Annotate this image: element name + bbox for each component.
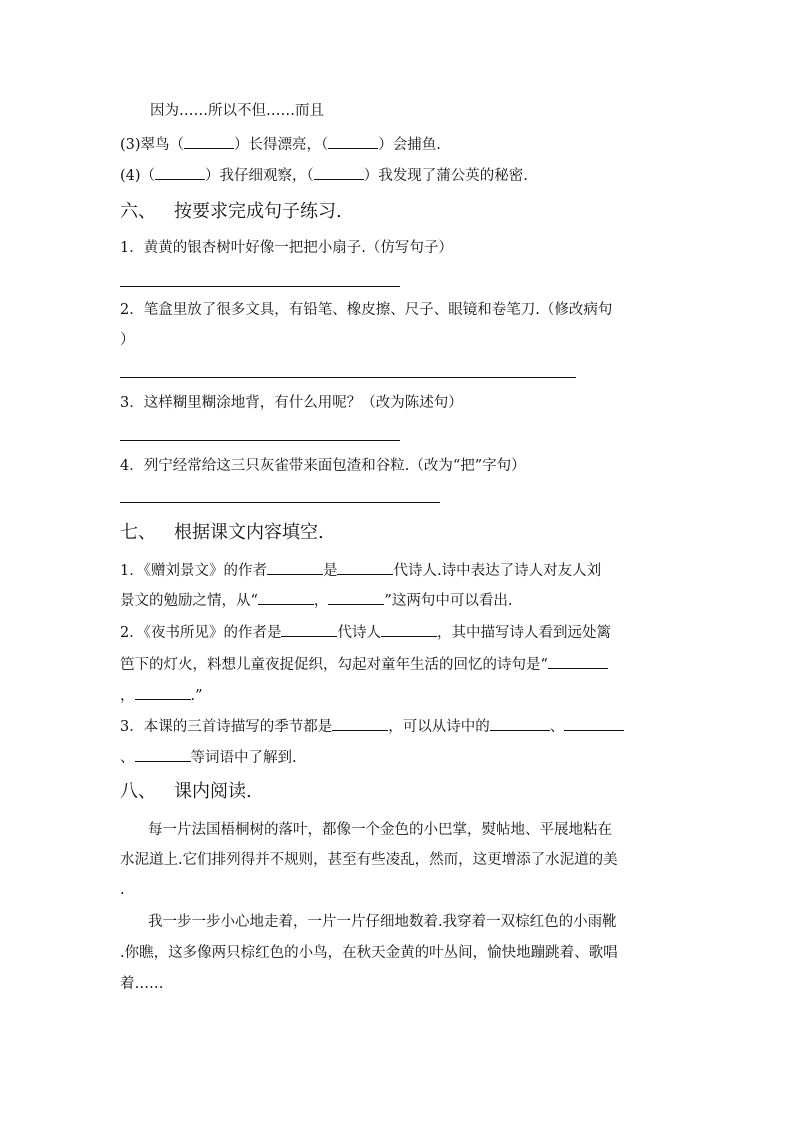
six-item-2-cont: ）: [120, 332, 135, 348]
seven-line-3: [120, 622, 611, 643]
seven-blank-author-2[interactable]: [381, 622, 437, 637]
q4-blank-1[interactable]: [155, 165, 205, 180]
seven-line-5: [120, 685, 203, 706]
seven-l2-text-a: 景文的勉励之情，从“: [120, 593, 258, 609]
seven-l6-text-a: 3．本课的三首诗描写的季节都是: [120, 719, 333, 735]
seven-l5-text-a: ，: [120, 688, 135, 704]
seven-blank-word-1[interactable]: [490, 716, 550, 731]
seven-line-1: [120, 560, 601, 581]
q4-blank-2[interactable]: [314, 165, 364, 180]
seven-l3-text-a: 2．《夜书所见》的作者是: [120, 625, 282, 641]
reading-p1-line-2: 水泥道上.它们排列得并不规则，甚至有些凌乱，然而，这更增添了水泥道的美: [120, 852, 618, 868]
q4-text-c: ）我发现了蒲公英的秘密.: [363, 168, 528, 184]
six-answer-line-1[interactable]: [120, 286, 400, 287]
q3-blank-2[interactable]: [328, 134, 378, 149]
section-seven-heading: [120, 521, 324, 545]
seven-l3-text-b: 代诗人: [337, 625, 381, 641]
q4-text-a: (4)（: [120, 168, 156, 184]
q4-text-b: ）我仔细观察，（: [205, 168, 314, 184]
seven-line-2: [120, 590, 512, 611]
seven-l1-text-a: 1．《赠刘景文》的作者: [120, 563, 267, 579]
seven-l6-text-b: ，可以从诗中的: [388, 719, 490, 735]
section-eight-number: 八、: [120, 781, 156, 802]
q3-text-c: ）会捕鱼.: [378, 137, 441, 153]
seven-blank-dynasty-1[interactable]: [337, 560, 393, 575]
seven-l1-text-c: 代诗人.诗中表达了诗人对友人刘: [393, 563, 602, 579]
seven-l1-text-b: 是: [322, 563, 338, 579]
section-seven-number: 七、: [120, 522, 156, 543]
section-eight-title: 课内阅读.: [174, 781, 252, 802]
question-4-line: [120, 165, 528, 186]
six-answer-line-3[interactable]: [120, 440, 400, 441]
reading-p1-line-3: .: [120, 882, 125, 898]
section-six-title: 按要求完成句子练习.: [174, 201, 342, 222]
seven-blank-season[interactable]: [332, 716, 388, 731]
six-answer-line-2[interactable]: [120, 377, 576, 378]
q3-text-a: (3)翠鸟（: [120, 137, 185, 153]
seven-line-7: [120, 747, 297, 768]
reading-p1-line-1: 每一片法国梧桐树的落叶，都像一个金色的小巴掌，熨帖地、平展地粘在: [148, 822, 612, 838]
seven-blank-poem-2[interactable]: [135, 685, 191, 700]
seven-l6-text-c: 、: [549, 719, 565, 735]
reading-p2-line-1: 我一步一步小心地走着，一片一片仔细地数着.我穿着一双棕红色的小雨靴: [148, 914, 617, 930]
reading-p2-line-2: .你瞧，这多像两只棕红色的小鸟，在秋天金黄的叶丛间，愉快地蹦跳着、歌唱: [120, 945, 618, 961]
seven-blank-word-2[interactable]: [564, 716, 624, 731]
six-answer-line-4[interactable]: [120, 502, 440, 503]
seven-blank-verse-1[interactable]: [258, 590, 314, 605]
section-six-heading: [120, 200, 342, 224]
seven-blank-author-1[interactable]: [267, 560, 323, 575]
seven-l3-text-c: ，其中描写诗人看到远处篱: [436, 625, 611, 641]
seven-blank-word-3[interactable]: [135, 747, 191, 762]
section-eight-heading: [120, 780, 252, 804]
seven-l2-text-c: ”这两句中可以看出.: [384, 593, 513, 609]
seven-l5-text-b: .”: [190, 688, 203, 704]
seven-line-6: [120, 716, 624, 737]
six-item-2: 2．笔盒里放了很多文具，有铅笔、橡皮擦、尺子、眼镜和卷笔刀.（修改病句: [120, 302, 613, 318]
seven-l4-text-a: 笆下的灯火，料想儿童夜捉促织，勾起对童年生活的回忆的诗句是“: [120, 657, 548, 673]
seven-line-4: [120, 654, 608, 675]
six-item-1: 1．黄黄的银杏树叶好像一把把小扇子.（仿写句子）: [120, 240, 453, 256]
section-six-number: 六、: [120, 201, 156, 222]
seven-l7-text-a: 、: [120, 750, 135, 766]
section-seven-title: 根据课文内容填空.: [174, 522, 324, 543]
q3-blank-1[interactable]: [184, 134, 234, 149]
seven-blank-verse-2[interactable]: [328, 590, 384, 605]
question-3-line: [120, 134, 441, 155]
six-item-3: 3．这样糊里糊涂地背，有什么用呢？（改为陈述句）: [120, 395, 463, 411]
seven-blank-poem-1[interactable]: [548, 654, 608, 669]
six-item-4: 4．列宁经常给这三只灰雀带来面包渣和谷粒.（改为“把”字句）: [120, 458, 526, 474]
seven-blank-dynasty-2[interactable]: [281, 622, 337, 637]
conjunction-options: 因为……所以不但……而且: [150, 103, 324, 119]
seven-l2-text-b: ，: [313, 593, 329, 609]
reading-p2-line-3: 着……: [120, 976, 164, 992]
seven-l7-text-b: 等词语中了解到.: [190, 750, 297, 766]
q3-text-b: ）长得漂亮，（: [234, 137, 329, 153]
